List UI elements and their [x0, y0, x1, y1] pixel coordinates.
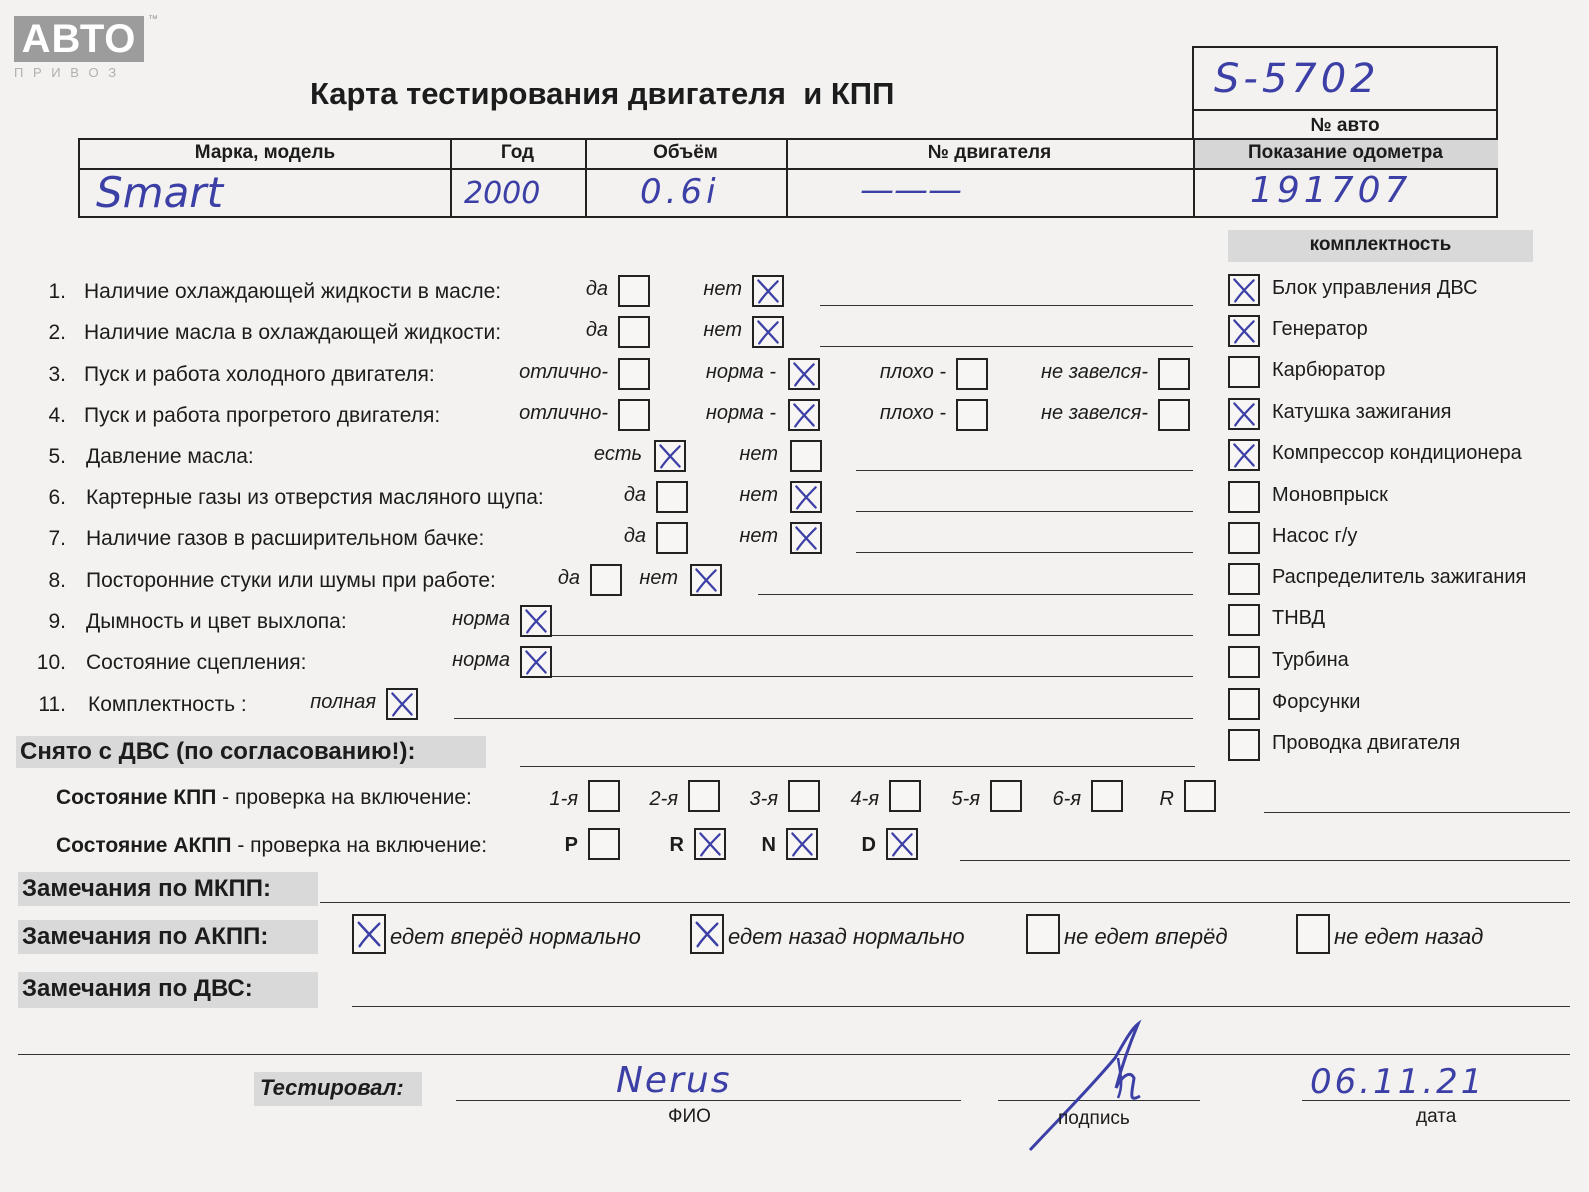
akpp-remark-label: едет вперёд нормально — [390, 924, 641, 949]
question-number: 5. — [48, 445, 66, 468]
check-mark-icon — [792, 483, 820, 511]
question-number: 10. — [36, 651, 66, 674]
question-text: Пуск и работа прогретого двигателя: — [84, 404, 441, 427]
komplekt-item-label: ТНВД — [1272, 607, 1326, 629]
remarks-mkpp-line — [320, 902, 1570, 903]
signature — [1020, 1018, 1160, 1158]
komplekt-item-label: Моновпрыск — [1272, 484, 1388, 506]
question-text: Пуск и работа холодного двигателя: — [84, 363, 435, 386]
logo — [14, 14, 158, 82]
akpp-remark-checkbox[interactable] — [690, 914, 724, 954]
auto-number-box — [1192, 46, 1498, 138]
header-col-volume: Объём — [653, 142, 718, 163]
checkbox-norma[interactable] — [520, 605, 552, 637]
kpp-gear-label: R — [1159, 788, 1174, 810]
komplekt-checkbox[interactable] — [1228, 522, 1260, 554]
kpp-gear-checkbox[interactable] — [990, 780, 1022, 812]
komplekt-item-label: Генератор — [1272, 318, 1368, 340]
option-ploho-label: плохо - — [879, 402, 946, 424]
option-ne-zavelsya-label: не завелся- — [1041, 402, 1148, 424]
option-ne-zavelsya-label: не завелся- — [1041, 361, 1148, 383]
question-text: Состояние сцепления: — [86, 651, 307, 674]
kpp-gear-label: 3-я — [749, 788, 778, 810]
option-net-label: нет — [739, 525, 778, 547]
question-number: 9. — [48, 610, 66, 633]
kpp-gear-checkbox[interactable] — [588, 780, 620, 812]
akpp-remark-label: едет назад нормально — [728, 924, 965, 949]
answer-line — [856, 552, 1193, 553]
check-mark-icon — [696, 830, 724, 858]
akpp-remark-label: не едет вперёд — [1064, 924, 1228, 949]
option-norma-label: норма - — [705, 402, 776, 424]
value-engine-no: ——— — [860, 170, 962, 210]
akpp-label-bold: Состояние АКПП — [56, 834, 232, 857]
checkbox-ne-zavelsya[interactable] — [1158, 358, 1190, 390]
question-number: 8. — [48, 569, 66, 592]
question-text: Наличие охлаждающей жидкости в масле: — [84, 280, 502, 303]
remarks-dvs-line-2 — [18, 1054, 1570, 1055]
question-text: Дымность и цвет выхлопа: — [86, 610, 347, 633]
header-col-model: Марка, модель — [194, 142, 336, 163]
check-mark-icon — [354, 916, 384, 952]
checkbox-net[interactable] — [790, 522, 822, 554]
kpp-gear-label: 5-я — [951, 788, 980, 810]
signature-label: подпись — [1058, 1108, 1130, 1129]
answer-line — [856, 511, 1193, 512]
checkbox-polnaya[interactable] — [386, 688, 418, 720]
checkbox-net[interactable] — [790, 481, 822, 513]
option-da-label: да — [623, 484, 646, 506]
checkbox-ploho[interactable] — [956, 399, 988, 431]
question-text: Давление масла: — [86, 445, 254, 468]
komplekt-checkbox[interactable] — [1228, 315, 1260, 347]
check-mark-icon — [788, 830, 816, 858]
date-label: дата — [1416, 1106, 1457, 1127]
answer-line — [552, 676, 1193, 677]
option-norma-label: норма — [452, 608, 510, 630]
check-mark-icon — [388, 690, 416, 718]
value-odometer: 191707 — [1250, 170, 1412, 211]
remarks-dvs-line-1 — [352, 1006, 1570, 1007]
answer-line — [856, 470, 1193, 471]
check-mark-icon — [692, 566, 720, 594]
option-polnaya-label: полная — [310, 691, 376, 713]
kpp-gear-checkbox[interactable] — [889, 780, 921, 812]
option-net-label: нет — [739, 443, 778, 465]
akpp-gear-label: D — [861, 834, 876, 856]
value-year: 2000 — [464, 176, 541, 211]
akpp-label — [56, 834, 487, 858]
removed-line — [520, 766, 1195, 767]
question-text: Наличие газов в расширительном бачке: — [86, 527, 485, 550]
komplekt-checkbox[interactable] — [1228, 563, 1260, 595]
option-net-label: нет — [639, 567, 678, 589]
option-norma-label: норма - — [705, 361, 776, 383]
kpp-label — [56, 786, 472, 810]
checkbox-net[interactable] — [690, 564, 722, 596]
akpp-answer-line — [960, 860, 1570, 861]
fio-label: ФИО — [668, 1106, 711, 1127]
header-col-year: Год — [500, 142, 535, 163]
answer-line — [820, 346, 1193, 347]
komplekt-checkbox[interactable] — [1228, 439, 1260, 471]
akpp-gear-checkbox[interactable] — [588, 828, 620, 860]
kpp-gear-label: 2-я — [649, 788, 678, 810]
option-net-label: нет — [739, 484, 778, 506]
komplekt-checkbox[interactable] — [1228, 398, 1260, 430]
checkbox-net[interactable] — [752, 275, 784, 307]
check-mark-icon — [1230, 400, 1258, 428]
date-value: 06.11.21 — [1310, 1062, 1486, 1102]
check-mark-icon — [1230, 441, 1258, 469]
page-title: Карта тестирования двигателя и КПП — [310, 76, 895, 111]
kpp-gear-label: 4-я — [850, 788, 879, 810]
check-mark-icon — [754, 318, 782, 346]
kpp-gear-label: 1-я — [549, 788, 578, 810]
komplekt-item-label: Форсунки — [1272, 691, 1361, 713]
komplektnost-title: комплектность — [1309, 234, 1452, 255]
logo-tm: ™ — [148, 14, 158, 25]
option-net-label: нет — [703, 278, 742, 300]
akpp-gear-label: P — [564, 834, 578, 856]
option-ploho-label: плохо - — [879, 361, 946, 383]
question-number: 7. — [48, 527, 66, 550]
checkbox-net[interactable] — [790, 440, 822, 472]
option-da-label: да — [585, 278, 608, 300]
check-mark-icon — [522, 648, 550, 676]
header-col-engine-no: № двигателя — [927, 142, 1052, 163]
checkbox-net[interactable] — [752, 316, 784, 348]
komplekt-item-label: Насос г/у — [1272, 525, 1358, 547]
remarks-mkpp-label: Замечания по МКПП: — [22, 875, 272, 902]
checkbox-norma[interactable] — [520, 646, 552, 678]
tested-label: Тестировал: — [260, 1075, 404, 1100]
kpp-gear-checkbox[interactable] — [688, 780, 720, 812]
komplekt-item-label: Компрессор кондиционера — [1272, 442, 1522, 464]
akpp-gear-label: N — [761, 834, 776, 856]
option-da-label: да — [557, 567, 580, 589]
komplekt-checkbox[interactable] — [1228, 604, 1260, 636]
akpp-gear-checkbox[interactable] — [694, 828, 726, 860]
check-mark-icon — [888, 830, 916, 858]
header-table — [78, 138, 1498, 218]
akpp-remark-checkbox[interactable] — [1296, 914, 1330, 954]
komplekt-checkbox[interactable] — [1228, 356, 1260, 388]
remarks-dvs-label: Замечания по ДВС: — [22, 975, 253, 1002]
question-number: 6. — [48, 486, 66, 509]
header-col-odometer: Показание одометра — [1248, 142, 1443, 163]
option-est-label: есть — [593, 443, 642, 465]
akpp-gear-checkbox[interactable] — [886, 828, 918, 860]
auto-number-value: S-5702 — [1214, 56, 1380, 102]
option-net-label: нет — [703, 319, 742, 341]
question-number: 1. — [48, 280, 66, 303]
question-text: Наличие масла в охлаждающей жидкости: — [84, 321, 502, 344]
kpp-label-rest: - проверка на включение: — [216, 786, 472, 809]
komplekt-item-label: Проводка двигателя — [1272, 732, 1461, 754]
question-number: 2. — [48, 321, 66, 344]
check-mark-icon — [1230, 276, 1258, 304]
check-mark-icon — [692, 916, 722, 952]
remarks-akpp-label: Замечания по АКПП: — [22, 923, 269, 950]
check-mark-icon — [792, 524, 820, 552]
answer-line — [820, 305, 1193, 306]
logo-sub: П Р И В О З — [14, 65, 120, 80]
question-text: Комплектность : — [88, 693, 247, 716]
removed-label: Снято с ДВС (по согласованию!): — [20, 738, 416, 765]
komplekt-checkbox[interactable] — [1228, 688, 1260, 720]
akpp-remark-label: не едет назад — [1334, 924, 1484, 949]
kpp-label-bold: Состояние КПП — [56, 786, 217, 809]
kpp-gear-checkbox[interactable] — [1184, 780, 1216, 812]
answer-line — [758, 594, 1193, 595]
check-mark-icon — [522, 607, 550, 635]
logo-main: АВТО — [14, 16, 144, 62]
komplekt-checkbox[interactable] — [1228, 481, 1260, 513]
akpp-remark-checkbox[interactable] — [1026, 914, 1060, 954]
akpp-remark-checkbox[interactable] — [352, 914, 386, 954]
kpp-answer-line — [1264, 812, 1570, 813]
question-number: 3. — [48, 363, 66, 386]
fio-line — [456, 1100, 961, 1101]
akpp-gear-label: R — [669, 834, 684, 856]
answer-line — [454, 718, 1193, 719]
option-da-label: да — [585, 319, 608, 341]
komplekt-item-label: Катушка зажигания — [1272, 401, 1452, 423]
option-otlichno-label: отлично- — [519, 402, 608, 424]
date-line — [1302, 1100, 1570, 1101]
komplekt-item-label: Распределитель зажигания — [1272, 566, 1527, 588]
value-volume: 0.6i — [640, 172, 720, 212]
check-mark-icon — [1230, 317, 1258, 345]
komplekt-checkbox[interactable] — [1228, 274, 1260, 306]
option-otlichno-label: отлично- — [519, 361, 608, 383]
kpp-gear-label: 6-я — [1052, 788, 1081, 810]
question-text: Картерные газы из отверстия масляного щупа: — [86, 486, 544, 509]
komplekt-checkbox[interactable] — [1228, 646, 1260, 678]
komplekt-item-label: Блок управления ДВС — [1272, 277, 1478, 299]
value-model: Smart — [96, 168, 224, 217]
question-number: 11. — [38, 693, 66, 716]
question-text: Посторонние стуки или шумы при работе: — [86, 569, 496, 592]
tester-name: Nerus — [616, 1060, 732, 1101]
komplekt-item-label: Карбюратор — [1272, 359, 1386, 381]
akpp-label-rest: - проверка на включение: — [231, 834, 488, 857]
option-da-label: да — [623, 525, 646, 547]
answer-line — [552, 635, 1193, 636]
kpp-gear-checkbox[interactable] — [788, 780, 820, 812]
question-number: 4. — [48, 404, 66, 427]
check-mark-icon — [754, 277, 782, 305]
checkbox-ne-zavelsya[interactable] — [1158, 399, 1190, 431]
auto-number-label: № авто — [1194, 109, 1496, 141]
komplekt-checkbox[interactable] — [1228, 729, 1260, 761]
option-norma-label: норма — [452, 649, 510, 671]
checkbox-ploho[interactable] — [956, 358, 988, 390]
komplekt-item-label: Турбина — [1272, 649, 1349, 671]
akpp-gear-checkbox[interactable] — [786, 828, 818, 860]
